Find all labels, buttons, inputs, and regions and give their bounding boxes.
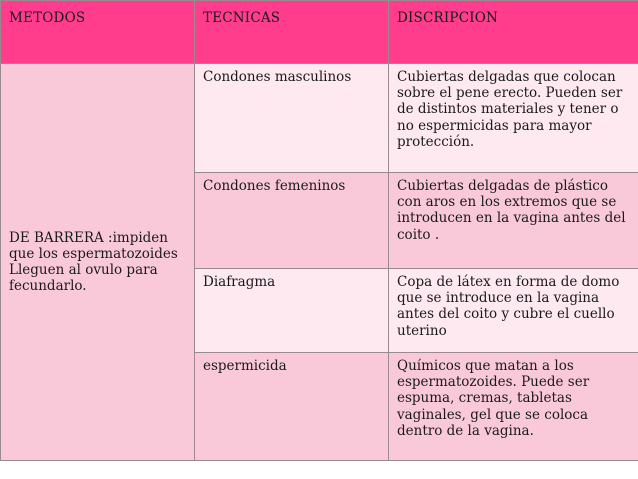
descripcion-text: Químicos que matan a los espermatozoides. Puede ser espuma, cremas, tabletas vaginales, gel que se coloca dentro de la vagina. — [397, 358, 590, 439]
table-header-row — [1, 1, 638, 64]
tecnica-text: Condones femeninos — [203, 178, 346, 194]
tecnica-cell — [195, 269, 389, 353]
tecnica-cell — [195, 173, 389, 269]
metodo-text: DE BARRERA :impiden que los espermatozoides Lleguen al ovulo para fecundarlo. — [9, 229, 178, 295]
descripcion-text: Cubiertas delgadas que colocan sobre el pene erecto. Pueden ser de distintos materiales y tener o no espermicidas para mayor protección. — [397, 69, 623, 150]
metodo-cell — [1, 64, 195, 461]
tecnica-text: Condones masculinos — [203, 69, 352, 85]
descripcion-cell — [389, 64, 638, 173]
tecnica-cell — [195, 353, 389, 461]
tecnica-text: espermicida — [203, 358, 287, 374]
descripcion-cell — [389, 173, 638, 269]
table-row — [1, 64, 638, 173]
header-descripcion: DISCRIPCION — [389, 1, 638, 64]
descripcion-text: Cubiertas delgadas de plástico con aros en los extremos que se introducen en la vagina antes del coito . — [397, 178, 626, 243]
descripcion-text: Copa de látex en forma de domo que se introduce en la vagina antes del coito y cubre el cuello uterino — [397, 274, 620, 339]
header-tecnicas: TECNICAS — [195, 1, 389, 64]
tecnica-text: Diafragma — [203, 274, 276, 290]
tecnica-cell — [195, 64, 389, 173]
header-metodos: METODOS — [1, 1, 195, 64]
descripcion-cell — [389, 353, 638, 461]
descripcion-cell — [389, 269, 638, 353]
